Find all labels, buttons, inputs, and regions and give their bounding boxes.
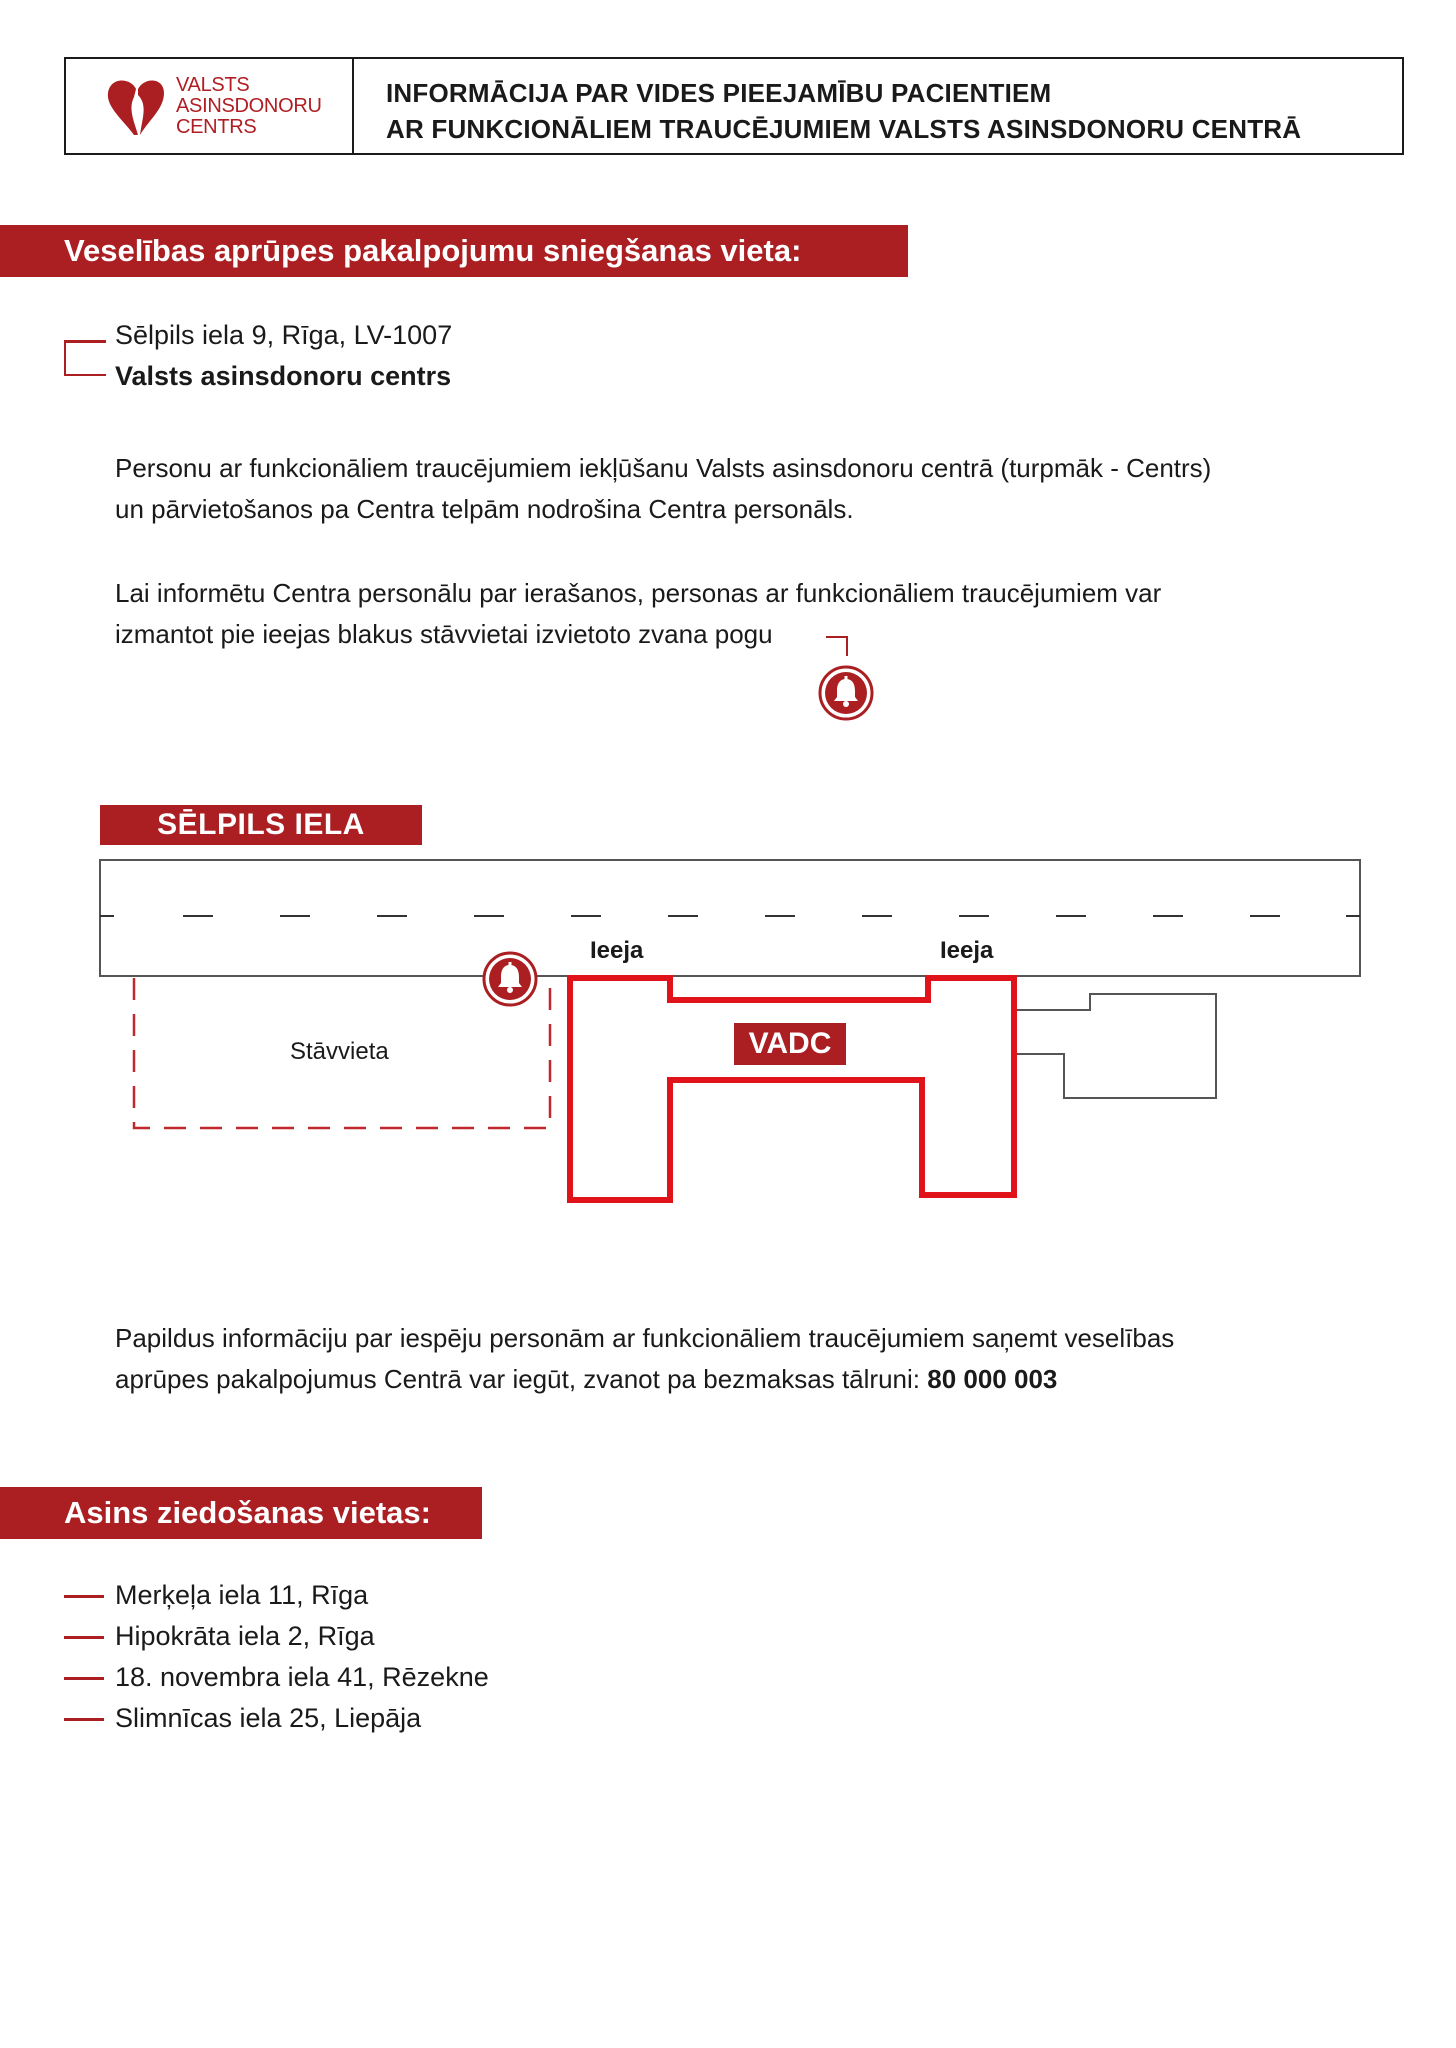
entrance-label: Ieeja <box>590 937 644 964</box>
parking-label: Stāvvieta <box>290 1038 389 1065</box>
donation-location-list <box>64 1575 489 1739</box>
paragraph-access <box>115 448 1315 530</box>
dash-marker <box>64 1636 104 1639</box>
list-item <box>64 1575 489 1616</box>
logo-line: VALSTS <box>176 74 250 96</box>
phone-number: 80 000 003 <box>927 1364 1058 1394</box>
location-text: Slimnīcas iela 25, Liepāja <box>115 1703 422 1733</box>
title-line: INFORMĀCIJA PAR VIDES PIEEJAMĪBU PACIENTIEM <box>386 78 1052 108</box>
logo-text <box>176 75 322 138</box>
paragraph-text: aprūpes pakalpojumus Centrā var iegūt, zvanot pa bezmaksas tālruni: <box>115 1364 928 1394</box>
paragraph-line <box>115 1359 1315 1400</box>
bell-icon <box>818 665 874 721</box>
paragraph-line: izmantot pie ieejas blakus stāvvietai izvietoto zvana pogu <box>115 619 773 649</box>
list-item <box>64 1657 489 1698</box>
building-label: VADC <box>734 1023 846 1065</box>
list-item <box>64 1616 489 1657</box>
paragraph-line: Personu ar funkcionāliem traucējumiem iekļūšanu Valsts asinsdonoru centrā (turpmāk - Centrs) <box>115 453 1212 483</box>
paragraph-phone-info <box>115 1318 1315 1400</box>
entrance-label: Ieeja <box>940 937 994 964</box>
pointer-hook <box>826 636 848 656</box>
logo-line: CENTRS <box>176 116 257 138</box>
title-line: AR FUNKCIONĀLIEM TRAUCĒJUMIEM VALSTS ASINSDONORU CENTRĀ <box>386 114 1302 144</box>
location-text: Hipokrāta iela 2, Rīga <box>115 1621 375 1651</box>
address-bracket <box>64 340 104 376</box>
address-line: Sēlpils iela 9, Rīga, LV-1007 <box>115 320 453 350</box>
section-banner-service-location: Veselības aprūpes pakalpojumu sniegšanas vieta: <box>0 225 908 277</box>
section-banner-donation-sites: Asins ziedošanas vietas: <box>0 1487 482 1539</box>
street-label: SĒLPILS IELA <box>100 805 422 845</box>
bell-icon <box>482 951 538 1007</box>
dash-marker <box>64 1677 104 1680</box>
list-item <box>64 1698 489 1739</box>
logo-line: ASINSDONORU <box>176 95 322 117</box>
page-title <box>386 75 1301 147</box>
location-text: Merķeļa iela 11, Rīga <box>115 1580 369 1610</box>
header <box>64 57 1404 155</box>
address-name: Valsts asinsdonoru centrs <box>115 361 452 391</box>
location-text: 18. novembra iela 41, Rēzekne <box>115 1662 489 1692</box>
paragraph-call-button <box>115 573 1315 655</box>
paragraph-line: Papildus informāciju par iespēju personām ar funkcionāliem traucējumiem saņemt veselības <box>115 1323 1175 1353</box>
paragraph-line: Lai informētu Centra personālu par ierašanos, personas ar funkcionāliem traucējumiem var <box>115 578 1162 608</box>
dash-marker <box>64 1595 104 1598</box>
dash-marker <box>64 1718 104 1721</box>
paragraph-line: un pārvietošanos pa Centra telpām nodrošina Centra personāls. <box>115 494 854 524</box>
logo-heart-icon <box>104 75 168 137</box>
header-divider <box>352 59 354 153</box>
